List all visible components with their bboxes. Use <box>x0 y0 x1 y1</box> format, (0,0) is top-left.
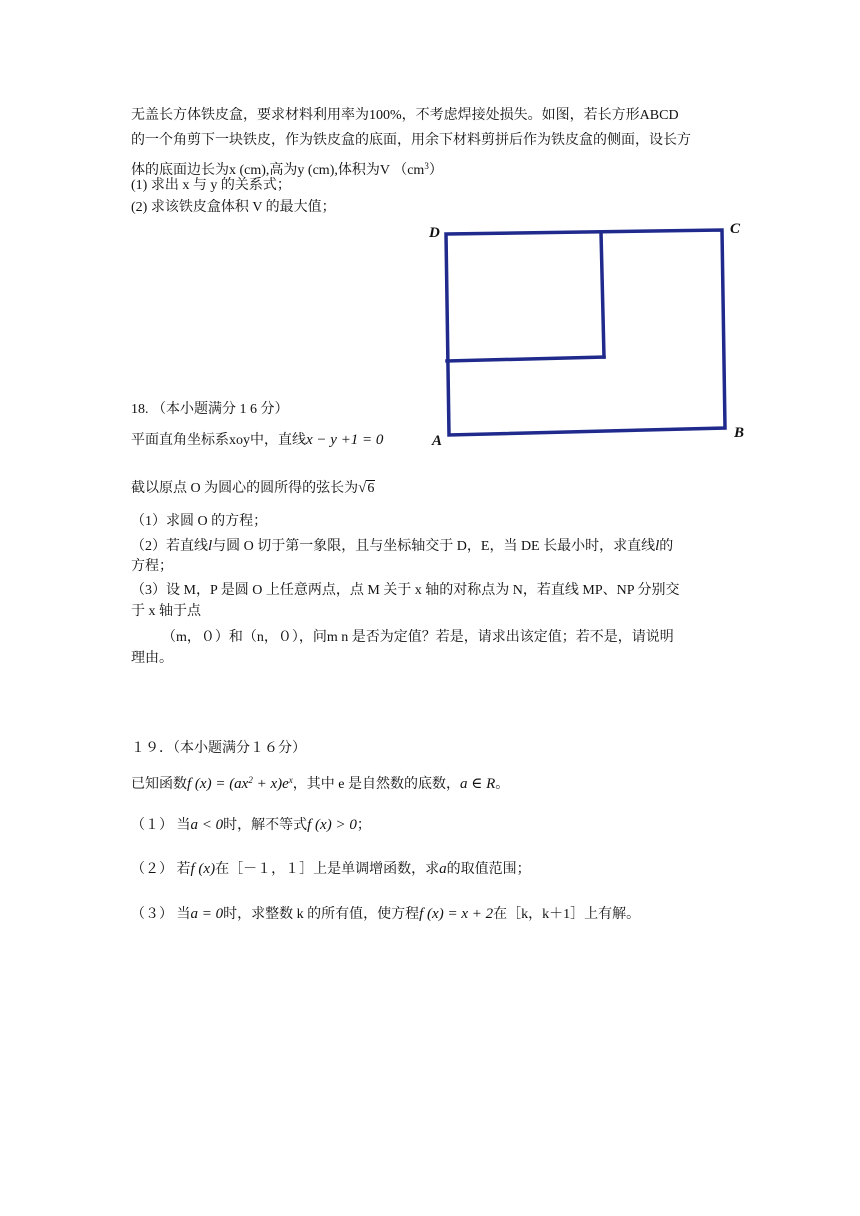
cut-vertical-line <box>601 232 604 357</box>
sqrt-argument: 6 <box>367 481 375 496</box>
q19-item3-a: （３） 当 <box>131 907 191 922</box>
q18-item2-line2: 方程； <box>131 559 173 574</box>
q19-intro-mid: ，其中 e 是自然数的底数， <box>292 777 460 792</box>
line-l-symbol-2: l <box>655 538 660 554</box>
sqrt-symbol: √ <box>358 480 367 496</box>
q18-intro2 <box>131 478 375 499</box>
q19-intro <box>131 770 509 795</box>
cut-horizontal-line <box>447 357 604 361</box>
q19-item1-b: 时，解不等式 <box>223 818 308 833</box>
label-a: A <box>432 433 443 449</box>
q17-item1: (1) 求出 x 与 y 的关系式； <box>131 178 291 193</box>
q18-intro2-text: 截以原点 O 为圆心的圆所得的弦长为 <box>131 481 359 496</box>
q19-item2-c: 的取值范围； <box>446 862 531 877</box>
q18-item3-line4: 理由。 <box>131 651 173 666</box>
q19-item1 <box>131 815 371 836</box>
q17-line3-end: ） <box>428 163 443 178</box>
q18-item3-line3: （m，０）和（n，０），问m n 是否为定值？若是，请求出该定值；若不是，请说明 <box>162 630 674 645</box>
a-in-r: a ∈ R <box>460 776 496 792</box>
q17-line3-sup: 3 <box>424 161 429 171</box>
q17-line3-text: 体的底面边长为x (cm),高为y (cm),体积为V （cm <box>131 163 425 178</box>
q19-item1-cond: a < 0 <box>190 817 224 833</box>
q19-item1-a: （１） 当 <box>131 818 191 833</box>
q19-item1-ineq: f (x) > 0 <box>307 817 357 833</box>
function-part2: + x)e <box>252 776 289 792</box>
q19-item2-a: （２） 若 <box>131 862 191 877</box>
q19-item2-f: f (x) <box>190 861 216 877</box>
q18-item2 <box>131 536 673 557</box>
q18-line-equation: x − y +1 = 0 <box>306 432 384 448</box>
line-l-symbol: l <box>208 538 213 554</box>
q19-item2-av: a <box>439 861 447 877</box>
outer-rectangle <box>446 230 725 435</box>
q19-function-def <box>187 776 293 792</box>
e-exponent: x <box>288 775 293 785</box>
q19-item2 <box>131 859 531 880</box>
function-part1: f (x) = (ax <box>187 776 249 792</box>
q18-item3-line1: （3）设 M，P 是圆 O 上任意两点，点 M 关于 x 轴的对称点为 N，若直线 MP、NP 分别交 <box>131 583 680 598</box>
rectangle-figure <box>425 215 755 455</box>
label-d: D <box>429 225 440 241</box>
q18-item2-c: 的 <box>659 539 674 554</box>
q19-item3-b: 时，求整数 k 的所有值，使方程 <box>223 907 420 922</box>
q19-item1-c: ； <box>356 818 371 833</box>
q19-item3-eq: f (x) = x + 2 <box>419 906 494 922</box>
q19-header: １９．（本小题满分１６分） <box>131 741 306 756</box>
label-c: C <box>730 221 741 237</box>
q18-item2-b: 与圆 O 切于第一象限，且与坐标轴交于 D，E，当 DE 长最小时，求直线 <box>212 539 656 554</box>
q18-item2-a: （2）若直线 <box>131 539 208 554</box>
label-b: B <box>734 425 745 441</box>
q19-item3-c: 在［k，k＋1］上有解。 <box>493 907 641 922</box>
q19-intro-end: 。 <box>495 777 510 792</box>
square-exponent: 2 <box>248 775 253 785</box>
q19-item3-cond: a = 0 <box>190 906 224 922</box>
q17-line1: 无盖长方体铁皮盒，要求材料利用率为100%，不考虑焊接处损失。如图，若长方形ABCD <box>131 108 679 123</box>
q19-item2-b: 在［－１，１］上是单调增函数，求 <box>215 862 440 877</box>
q18-item3-line2: 于 x 轴于点 <box>131 604 201 619</box>
q18-intro <box>131 430 383 451</box>
q18-item1: （1）求圆 O 的方程； <box>131 514 268 529</box>
q18-header: 18. （本小题满分 1 6 分） <box>131 402 289 417</box>
q17-item2: (2) 求该铁皮盒体积 V 的最大值； <box>131 200 336 215</box>
q19-intro-text: 已知函数 <box>131 777 187 792</box>
q19-item3 <box>131 904 640 925</box>
q17-line2: 的一个角剪下一块铁皮，作为铁皮盒的底面，用余下材料剪拼后作为铁皮盒的侧面，设长方 <box>131 133 691 148</box>
q18-intro-text: 平面直角坐标系xoy中，直线 <box>131 433 306 448</box>
